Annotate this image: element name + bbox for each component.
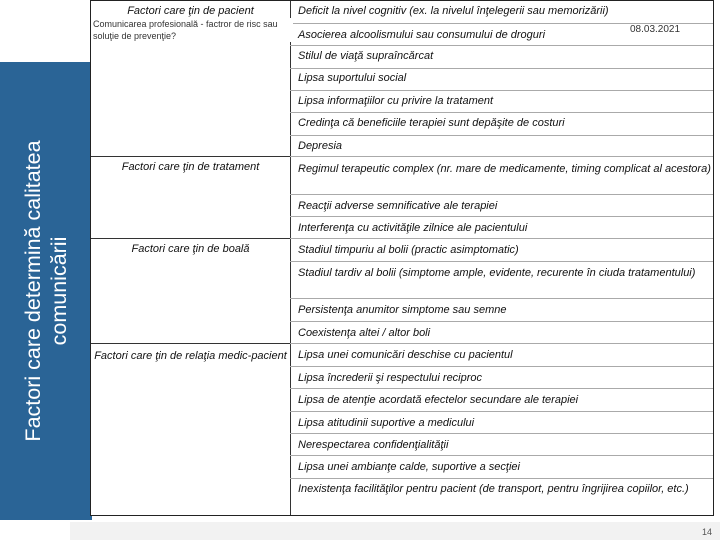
group-separator xyxy=(91,238,290,239)
row-separator xyxy=(290,388,713,389)
item-late-stage: Stadiul tardiv al bolii (simptome ample, evidente, recurente în ciuda tratamentului) xyxy=(298,267,696,279)
item-comorbidity: Coexistenţa altei / altor boli xyxy=(298,327,431,339)
item-persistent-symptoms: Persistenţa anumitor simptome sau semne xyxy=(298,304,507,316)
side-banner xyxy=(0,62,92,520)
item-open-communication: Lipsa unei comunicări deschise cu pacientul xyxy=(298,349,513,361)
item-mutual-trust: Lipsa încrederii şi respectului reciproc xyxy=(298,372,483,384)
group-separator xyxy=(91,156,290,157)
item-supportive-attitude: Lipsa atitudinii suportive a medicului xyxy=(298,417,475,429)
row-separator xyxy=(290,478,713,479)
slide-date: 08.03.2021 xyxy=(630,24,681,35)
column-divider xyxy=(290,1,291,515)
row-separator xyxy=(290,216,713,217)
item-lifestyle: Stilul de viaţă supraîncărcat xyxy=(298,50,434,62)
row-separator xyxy=(290,135,713,136)
row-separator xyxy=(290,321,713,322)
row-separator xyxy=(290,298,713,299)
row-separator xyxy=(290,343,713,344)
row-separator xyxy=(290,433,713,434)
factor-disease: Factori care ţin de boală xyxy=(131,243,250,255)
row-separator xyxy=(290,194,713,195)
footer-bar xyxy=(70,522,720,540)
item-depression: Depresia xyxy=(298,140,343,152)
side-title xyxy=(20,140,72,441)
item-alcohol: Asocierea alcoolismului sau consumului de droguri xyxy=(298,29,546,41)
factor-treatment: Factori care ţin de tratament xyxy=(121,161,260,173)
item-cost-belief: Credinţa că beneficiile terapiei sunt depăşite de costuri xyxy=(298,117,565,129)
row-separator xyxy=(290,455,713,456)
side-title-line-2: comunicării xyxy=(47,236,71,346)
factor-relationship: Factori care ţin de relaţia medic-pacient xyxy=(94,350,287,362)
row-separator xyxy=(290,411,713,412)
factor-patient: Factori care ţin de pacient xyxy=(127,5,254,17)
item-daily-interference: Interferenţa cu activităţile zilnice ale pacientului xyxy=(298,222,528,234)
item-warm-ambience: Lipsa unei ambianţe calde, suportive a secţiei xyxy=(298,461,520,473)
item-complex-regimen: Regimul terapeutic complex (nr. mare de medicamente, timing complicat al acestora) xyxy=(298,163,711,175)
item-patient-facilities: Inexistenţa facilităţilor pentru pacient (de transport, pentru îngrijirea copiilor, etc.) xyxy=(298,483,689,495)
row-separator xyxy=(290,261,713,262)
row-separator xyxy=(290,68,713,69)
item-adverse-reactions: Reacţii adverse semnificative ale terapiei xyxy=(298,200,498,212)
group-separator xyxy=(91,343,290,344)
side-title-line-1: Factori care determină calitatea xyxy=(21,140,45,442)
item-cognitive-deficit: Deficit la nivel cognitiv (ex. la nivelul înţelegerii sau memorizării) xyxy=(298,5,609,17)
item-side-effects-attention: Lipsa de atenţie acordată efectelor secundare ale terapiei xyxy=(298,394,579,406)
slide-subtitle: Comunicarea profesională - factror de risc sau soluţie de prevenţie? xyxy=(93,18,293,42)
item-confidentiality: Nerespectarea confidenţialităţii xyxy=(298,439,449,451)
row-separator xyxy=(290,90,713,91)
item-treatment-info: Lipsa informaţiilor cu privire la tratament xyxy=(298,95,494,107)
row-separator xyxy=(290,366,713,367)
item-social-support: Lipsa suportului social xyxy=(298,72,407,84)
row-separator xyxy=(290,45,713,46)
row-separator xyxy=(290,238,713,239)
factors-table xyxy=(90,0,714,516)
row-separator xyxy=(290,112,713,113)
item-early-stage: Stadiul timpuriu al bolii (practic asimptomatic) xyxy=(298,244,519,256)
row-separator xyxy=(290,156,713,157)
page-number: 14 xyxy=(701,527,712,537)
